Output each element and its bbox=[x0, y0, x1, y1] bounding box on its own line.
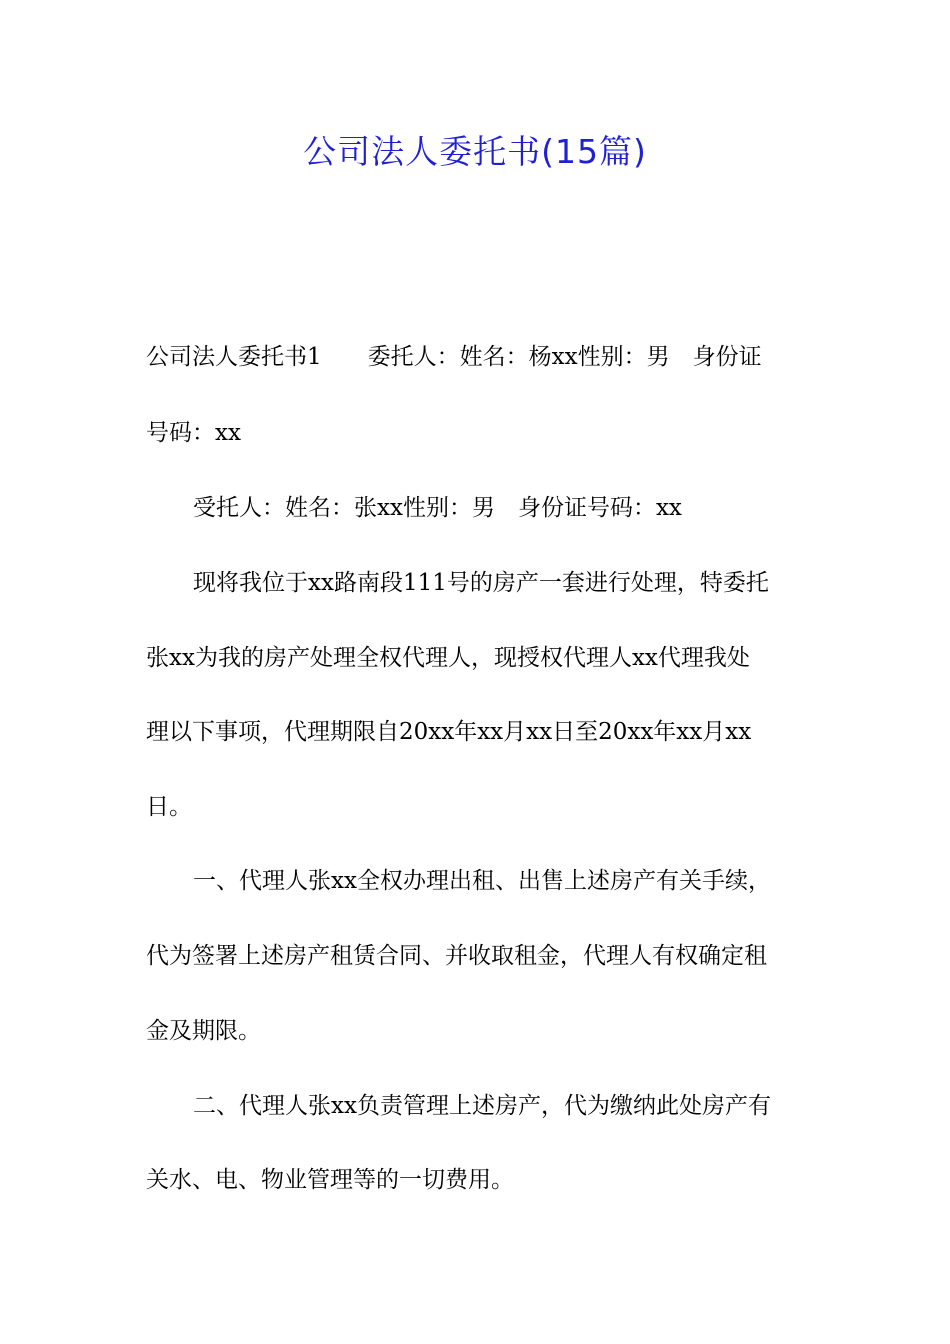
paragraph-line: 现将我位于xx路南段111号的房产一套进行处理，特委托 bbox=[193, 570, 769, 596]
paragraph-line: 代为签署上述房产租赁合同、并收取租金，代理人有权确定租 bbox=[146, 943, 767, 969]
paragraph-line: 公司法人委托书1 委托人：姓名：杨xx性别：男 身份证 bbox=[146, 344, 762, 370]
paragraph-line: 一、代理人张xx全权办理出租、出售上述房产有关手续， bbox=[193, 868, 771, 894]
document-title: 公司法人委托书(15篇) bbox=[303, 132, 647, 171]
paragraph-line: 张xx为我的房产处理全权代理人，现授权代理人xx代理我处 bbox=[146, 645, 750, 671]
paragraph-line: 号码：xx bbox=[146, 420, 241, 446]
paragraph-line: 理以下事项，代理期限自20xx年xx月xx日至20xx年xx月xx bbox=[146, 719, 752, 745]
paragraph-line: 金及期限。 bbox=[146, 1018, 261, 1044]
paragraph-line: 受托人：姓名：张xx性别：男 身份证号码：xx bbox=[193, 495, 682, 521]
paragraph-line: 二、代理人张xx负责管理上述房产，代为缴纳此处房产有 bbox=[193, 1093, 771, 1119]
paragraph-line: 关水、电、物业管理等的一切费用。 bbox=[146, 1167, 514, 1193]
paragraph-line: 日。 bbox=[146, 794, 192, 820]
